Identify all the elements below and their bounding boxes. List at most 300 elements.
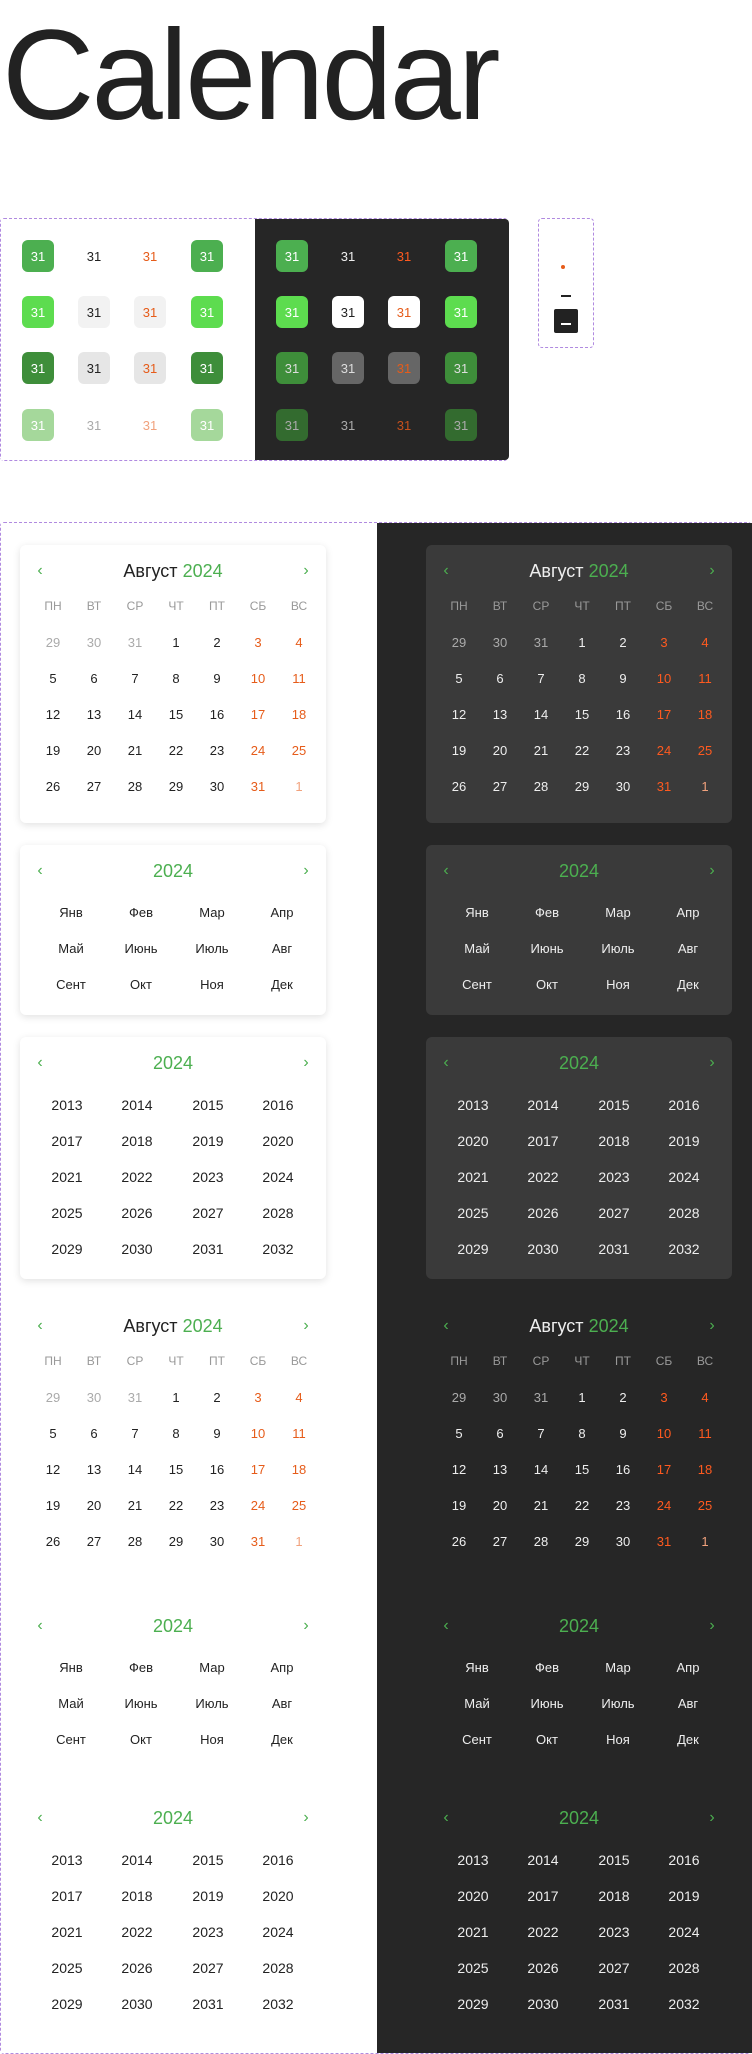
year-cell[interactable]: 2017 bbox=[527, 1133, 559, 1149]
dark-day-state-cell[interactable]: 31 bbox=[340, 417, 356, 433]
day-cell[interactable]: 31 bbox=[656, 1534, 672, 1549]
chevron-left-icon[interactable]: ‹ bbox=[443, 1617, 449, 1634]
day-cell[interactable]: 4 bbox=[701, 1390, 709, 1405]
day-cell[interactable]: 31 bbox=[127, 1390, 143, 1405]
day-cell[interactable]: 27 bbox=[492, 1534, 508, 1549]
year-cell[interactable]: 2014 bbox=[527, 1097, 559, 1113]
month-cell[interactable]: Июнь bbox=[530, 1696, 564, 1711]
day-cell[interactable]: 10 bbox=[656, 1426, 672, 1441]
chevron-right-icon[interactable]: › bbox=[303, 1617, 309, 1634]
year-cell[interactable]: 2020 bbox=[457, 1133, 489, 1149]
day-cell[interactable]: 26 bbox=[451, 779, 467, 794]
day-cell[interactable]: 19 bbox=[45, 1498, 61, 1513]
year-cell[interactable]: 2016 bbox=[262, 1852, 294, 1868]
calendar-header-title[interactable] bbox=[20, 859, 326, 883]
chevron-right-icon[interactable]: › bbox=[709, 562, 715, 579]
year-cell[interactable]: 2032 bbox=[668, 1996, 700, 2012]
day-cell[interactable]: 25 bbox=[697, 743, 713, 758]
day-cell[interactable]: 12 bbox=[45, 1462, 61, 1477]
day-cell[interactable]: 1 bbox=[578, 1390, 586, 1405]
year-cell[interactable]: 2032 bbox=[262, 1996, 294, 2012]
day-cell[interactable]: 25 bbox=[291, 1498, 307, 1513]
day-cell[interactable]: 13 bbox=[86, 707, 102, 722]
dark-day-state-cell[interactable]: 31 bbox=[332, 296, 364, 328]
year-cell[interactable]: 2028 bbox=[262, 1205, 294, 1221]
day-cell[interactable]: 31 bbox=[250, 1534, 266, 1549]
chevron-right-icon[interactable]: › bbox=[303, 862, 309, 879]
year-cell[interactable]: 2027 bbox=[598, 1960, 630, 1976]
day-cell[interactable]: 18 bbox=[697, 707, 713, 722]
year-cell[interactable]: 2013 bbox=[457, 1097, 489, 1113]
day-cell[interactable]: 5 bbox=[49, 671, 57, 686]
day-cell[interactable]: 23 bbox=[615, 1498, 631, 1513]
dark-day-state-cell[interactable]: 31 bbox=[276, 352, 308, 384]
light-day-state-cell[interactable]: 31 bbox=[22, 409, 54, 441]
day-cell[interactable]: 29 bbox=[45, 635, 61, 650]
chevron-left-icon[interactable]: ‹ bbox=[443, 862, 449, 879]
day-cell[interactable]: 2 bbox=[213, 1390, 221, 1405]
year-cell[interactable]: 2013 bbox=[51, 1852, 83, 1868]
calendar-header-title[interactable] bbox=[426, 859, 732, 883]
year-cell[interactable]: 2016 bbox=[668, 1097, 700, 1113]
chevron-left-icon[interactable]: ‹ bbox=[443, 1809, 449, 1826]
dark-day-state-cell[interactable]: 31 bbox=[388, 352, 420, 384]
day-cell[interactable]: 21 bbox=[533, 1498, 549, 1513]
year-cell[interactable]: 2019 bbox=[668, 1888, 700, 1904]
day-cell[interactable]: 30 bbox=[86, 1390, 102, 1405]
chevron-left-icon[interactable]: ‹ bbox=[443, 562, 449, 579]
day-cell[interactable]: 30 bbox=[615, 1534, 631, 1549]
year-cell[interactable]: 2013 bbox=[457, 1852, 489, 1868]
month-cell[interactable]: Янв bbox=[59, 1660, 83, 1675]
chevron-left-icon[interactable]: ‹ bbox=[37, 1054, 43, 1071]
year-cell[interactable]: 2024 bbox=[668, 1169, 700, 1185]
light-day-state-cell[interactable]: 31 bbox=[191, 352, 223, 384]
year-cell[interactable]: 2029 bbox=[51, 1241, 83, 1257]
year-cell[interactable]: 2014 bbox=[121, 1852, 153, 1868]
day-cell[interactable]: 17 bbox=[250, 1462, 266, 1477]
day-cell[interactable]: 7 bbox=[537, 1426, 545, 1441]
year-cell[interactable]: 2028 bbox=[668, 1960, 700, 1976]
day-cell[interactable]: 5 bbox=[455, 1426, 463, 1441]
day-cell[interactable]: 6 bbox=[90, 671, 98, 686]
year-cell[interactable]: 2019 bbox=[668, 1133, 700, 1149]
year-cell[interactable]: 2023 bbox=[192, 1169, 224, 1185]
month-cell[interactable]: Мар bbox=[199, 1660, 225, 1675]
year-cell[interactable]: 2028 bbox=[262, 1960, 294, 1976]
day-cell[interactable]: 1 bbox=[172, 1390, 180, 1405]
day-cell[interactable]: 25 bbox=[697, 1498, 713, 1513]
calendar-header-title[interactable] bbox=[20, 1806, 326, 1830]
day-cell[interactable]: 29 bbox=[45, 1390, 61, 1405]
month-cell[interactable]: Май bbox=[464, 941, 490, 956]
day-cell[interactable]: 15 bbox=[168, 1462, 184, 1477]
day-cell[interactable]: 19 bbox=[45, 743, 61, 758]
year-cell[interactable]: 2026 bbox=[527, 1205, 559, 1221]
month-cell[interactable]: Ноя bbox=[606, 1732, 630, 1747]
day-cell[interactable]: 6 bbox=[496, 671, 504, 686]
year-cell[interactable]: 2030 bbox=[527, 1241, 559, 1257]
day-cell[interactable]: 11 bbox=[292, 671, 306, 686]
day-cell[interactable]: 1 bbox=[295, 1534, 303, 1549]
day-cell[interactable]: 24 bbox=[656, 743, 672, 758]
year-cell[interactable]: 2025 bbox=[457, 1960, 489, 1976]
month-cell[interactable]: Мар bbox=[605, 1660, 631, 1675]
day-cell[interactable]: 18 bbox=[291, 1462, 307, 1477]
month-cell[interactable]: Июль bbox=[195, 941, 229, 956]
day-cell[interactable]: 28 bbox=[127, 1534, 143, 1549]
month-cell[interactable]: Окт bbox=[130, 977, 152, 992]
year-cell[interactable]: 2022 bbox=[527, 1924, 559, 1940]
day-cell[interactable]: 4 bbox=[701, 635, 709, 650]
year-cell[interactable]: 2027 bbox=[192, 1205, 224, 1221]
year-cell[interactable]: 2032 bbox=[262, 1241, 294, 1257]
day-cell[interactable]: 11 bbox=[292, 1426, 306, 1441]
day-cell[interactable]: 28 bbox=[533, 779, 549, 794]
year-cell[interactable]: 2027 bbox=[598, 1205, 630, 1221]
calendar-header-title[interactable] bbox=[20, 559, 326, 583]
year-cell[interactable]: 2015 bbox=[598, 1852, 630, 1868]
day-cell[interactable]: 15 bbox=[574, 1462, 590, 1477]
calendar-header-title[interactable] bbox=[426, 559, 732, 583]
month-cell[interactable]: Ноя bbox=[200, 1732, 224, 1747]
month-cell[interactable]: Июль bbox=[601, 941, 635, 956]
light-day-state-cell[interactable]: 31 bbox=[22, 296, 54, 328]
chevron-right-icon[interactable]: › bbox=[709, 1809, 715, 1826]
calendar-header-title[interactable] bbox=[20, 1051, 326, 1075]
month-cell[interactable]: Фев bbox=[128, 1660, 154, 1675]
month-cell[interactable]: Ноя bbox=[200, 977, 224, 992]
day-cell[interactable]: 7 bbox=[131, 1426, 139, 1441]
year-cell[interactable]: 2029 bbox=[457, 1996, 489, 2012]
day-cell[interactable]: 14 bbox=[533, 707, 549, 722]
chevron-left-icon[interactable]: ‹ bbox=[37, 1809, 43, 1826]
calendar-header-title[interactable] bbox=[20, 1314, 326, 1338]
day-cell[interactable]: 29 bbox=[574, 1534, 590, 1549]
day-cell[interactable]: 9 bbox=[213, 1426, 221, 1441]
chevron-right-icon[interactable]: › bbox=[709, 1054, 715, 1071]
calendar-header-title[interactable] bbox=[20, 1614, 326, 1638]
month-cell[interactable]: Дек bbox=[677, 1732, 699, 1747]
year-cell[interactable]: 2023 bbox=[598, 1924, 630, 1940]
day-cell[interactable]: 28 bbox=[533, 1534, 549, 1549]
year-cell[interactable]: 2018 bbox=[121, 1133, 153, 1149]
day-cell[interactable]: 23 bbox=[209, 1498, 225, 1513]
day-cell[interactable]: 2 bbox=[213, 635, 221, 650]
year-cell[interactable]: 2028 bbox=[668, 1205, 700, 1221]
month-cell[interactable]: Сент bbox=[56, 1732, 86, 1747]
dark-day-state-cell[interactable]: 31 bbox=[445, 409, 477, 441]
day-cell[interactable]: 30 bbox=[615, 779, 631, 794]
year-cell[interactable]: 2019 bbox=[192, 1133, 224, 1149]
chevron-right-icon[interactable]: › bbox=[303, 1317, 309, 1334]
light-day-state-cell[interactable]: 31 bbox=[22, 352, 54, 384]
year-cell[interactable]: 2020 bbox=[262, 1888, 294, 1904]
year-cell[interactable]: 2018 bbox=[121, 1888, 153, 1904]
month-cell[interactable]: Авг bbox=[677, 941, 699, 956]
year-cell[interactable]: 2016 bbox=[668, 1852, 700, 1868]
day-cell[interactable]: 1 bbox=[578, 635, 586, 650]
light-day-state-cell[interactable]: 31 bbox=[78, 352, 110, 384]
year-cell[interactable]: 2019 bbox=[192, 1888, 224, 1904]
year-cell[interactable]: 2015 bbox=[192, 1852, 224, 1868]
day-cell[interactable]: 17 bbox=[250, 707, 266, 722]
day-cell[interactable]: 30 bbox=[209, 1534, 225, 1549]
day-cell[interactable]: 3 bbox=[254, 1390, 262, 1405]
day-cell[interactable]: 9 bbox=[619, 1426, 627, 1441]
year-cell[interactable]: 2025 bbox=[51, 1960, 83, 1976]
month-cell[interactable]: Окт bbox=[130, 1732, 152, 1747]
day-cell[interactable]: 21 bbox=[533, 743, 549, 758]
light-day-state-cell[interactable]: 31 bbox=[191, 240, 223, 272]
day-cell[interactable]: 20 bbox=[492, 743, 508, 758]
month-cell[interactable]: Июнь bbox=[124, 1696, 158, 1711]
month-cell[interactable]: Окт bbox=[536, 977, 558, 992]
month-cell[interactable]: Июнь bbox=[124, 941, 158, 956]
year-cell[interactable]: 2030 bbox=[121, 1241, 153, 1257]
month-cell[interactable]: Апр bbox=[676, 1660, 700, 1675]
chevron-right-icon[interactable]: › bbox=[303, 562, 309, 579]
dark-day-state-cell[interactable]: 31 bbox=[276, 296, 308, 328]
dark-day-state-cell[interactable]: 31 bbox=[445, 240, 477, 272]
day-cell[interactable]: 12 bbox=[45, 707, 61, 722]
dark-day-state-cell[interactable]: 31 bbox=[276, 409, 308, 441]
chevron-left-icon[interactable]: ‹ bbox=[37, 1617, 43, 1634]
day-cell[interactable]: 12 bbox=[451, 707, 467, 722]
day-cell[interactable]: 30 bbox=[492, 635, 508, 650]
year-cell[interactable]: 2025 bbox=[457, 1205, 489, 1221]
year-cell[interactable]: 2024 bbox=[262, 1924, 294, 1940]
day-cell[interactable]: 19 bbox=[451, 1498, 467, 1513]
year-cell[interactable]: 2026 bbox=[527, 1960, 559, 1976]
dark-day-state-cell[interactable]: 31 bbox=[396, 417, 412, 433]
day-cell[interactable]: 21 bbox=[127, 743, 143, 758]
year-cell[interactable]: 2017 bbox=[51, 1133, 83, 1149]
year-cell[interactable]: 2029 bbox=[51, 1996, 83, 2012]
year-cell[interactable]: 2025 bbox=[51, 1205, 83, 1221]
day-cell[interactable]: 22 bbox=[168, 1498, 184, 1513]
month-cell[interactable]: Май bbox=[464, 1696, 490, 1711]
calendar-header-title[interactable] bbox=[426, 1314, 732, 1338]
day-cell[interactable]: 22 bbox=[574, 1498, 590, 1513]
day-cell[interactable]: 29 bbox=[451, 1390, 467, 1405]
day-cell[interactable]: 4 bbox=[295, 635, 303, 650]
year-cell[interactable]: 2021 bbox=[457, 1169, 489, 1185]
year-cell[interactable]: 2017 bbox=[527, 1888, 559, 1904]
month-cell[interactable]: Апр bbox=[270, 1660, 294, 1675]
year-cell[interactable]: 2032 bbox=[668, 1241, 700, 1257]
day-cell[interactable]: 22 bbox=[168, 743, 184, 758]
day-cell[interactable]: 7 bbox=[537, 671, 545, 686]
day-cell[interactable]: 2 bbox=[619, 1390, 627, 1405]
day-cell[interactable]: 14 bbox=[127, 707, 143, 722]
month-cell[interactable]: Авг bbox=[677, 1696, 699, 1711]
day-cell[interactable]: 31 bbox=[250, 779, 266, 794]
day-cell[interactable]: 16 bbox=[209, 1462, 225, 1477]
year-cell[interactable]: 2024 bbox=[668, 1924, 700, 1940]
year-cell[interactable]: 2015 bbox=[192, 1097, 224, 1113]
day-cell[interactable]: 20 bbox=[492, 1498, 508, 1513]
light-day-state-cell[interactable]: 31 bbox=[134, 352, 166, 384]
light-day-state-cell[interactable]: 31 bbox=[86, 417, 102, 433]
day-cell[interactable]: 13 bbox=[492, 1462, 508, 1477]
year-cell[interactable]: 2024 bbox=[262, 1169, 294, 1185]
year-cell[interactable]: 2031 bbox=[192, 1996, 224, 2012]
year-cell[interactable]: 2023 bbox=[192, 1924, 224, 1940]
day-cell[interactable]: 16 bbox=[615, 707, 631, 722]
month-cell[interactable]: Дек bbox=[271, 977, 293, 992]
light-day-state-cell[interactable]: 31 bbox=[86, 248, 102, 264]
month-cell[interactable]: Сент bbox=[462, 1732, 492, 1747]
chevron-right-icon[interactable]: › bbox=[709, 1317, 715, 1334]
day-cell[interactable]: 30 bbox=[492, 1390, 508, 1405]
day-cell[interactable]: 7 bbox=[131, 671, 139, 686]
day-cell[interactable]: 3 bbox=[660, 635, 668, 650]
year-cell[interactable]: 2027 bbox=[192, 1960, 224, 1976]
dark-day-state-cell[interactable]: 31 bbox=[445, 296, 477, 328]
month-cell[interactable]: Фев bbox=[128, 905, 154, 920]
year-cell[interactable]: 2015 bbox=[598, 1097, 630, 1113]
year-cell[interactable]: 2022 bbox=[527, 1169, 559, 1185]
chevron-right-icon[interactable]: › bbox=[709, 862, 715, 879]
day-cell[interactable]: 5 bbox=[455, 671, 463, 686]
year-cell[interactable]: 2030 bbox=[527, 1996, 559, 2012]
year-cell[interactable]: 2014 bbox=[121, 1097, 153, 1113]
year-cell[interactable]: 2023 bbox=[598, 1169, 630, 1185]
dark-day-state-cell[interactable]: 31 bbox=[332, 352, 364, 384]
day-cell[interactable]: 3 bbox=[254, 635, 262, 650]
month-cell[interactable]: Авг bbox=[271, 1696, 293, 1711]
year-cell[interactable]: 2013 bbox=[51, 1097, 83, 1113]
year-cell[interactable]: 2022 bbox=[121, 1169, 153, 1185]
day-cell[interactable]: 11 bbox=[698, 1426, 712, 1441]
day-cell[interactable]: 23 bbox=[615, 743, 631, 758]
light-day-state-cell[interactable]: 31 bbox=[134, 296, 166, 328]
calendar-header-title[interactable] bbox=[426, 1051, 732, 1075]
year-cell[interactable]: 2018 bbox=[598, 1888, 630, 1904]
calendar-header-title[interactable] bbox=[426, 1806, 732, 1830]
day-cell[interactable]: 27 bbox=[86, 1534, 102, 1549]
day-cell[interactable]: 8 bbox=[172, 671, 180, 686]
day-cell[interactable]: 30 bbox=[86, 635, 102, 650]
light-day-state-cell[interactable]: 31 bbox=[142, 248, 158, 264]
year-cell[interactable]: 2020 bbox=[457, 1888, 489, 1904]
month-cell[interactable]: Фев bbox=[534, 905, 560, 920]
day-cell[interactable]: 3 bbox=[660, 1390, 668, 1405]
chevron-left-icon[interactable]: ‹ bbox=[37, 1317, 43, 1334]
day-cell[interactable]: 21 bbox=[127, 1498, 143, 1513]
day-cell[interactable]: 28 bbox=[127, 779, 143, 794]
chevron-left-icon[interactable]: ‹ bbox=[443, 1054, 449, 1071]
day-cell[interactable]: 30 bbox=[209, 779, 225, 794]
month-cell[interactable]: Янв bbox=[465, 905, 489, 920]
chevron-right-icon[interactable]: › bbox=[303, 1054, 309, 1071]
year-cell[interactable]: 2014 bbox=[527, 1852, 559, 1868]
year-cell[interactable]: 2031 bbox=[598, 1996, 630, 2012]
day-cell[interactable]: 1 bbox=[295, 779, 303, 794]
dark-day-state-cell[interactable]: 31 bbox=[445, 352, 477, 384]
month-cell[interactable]: Авг bbox=[271, 941, 293, 956]
day-cell[interactable]: 15 bbox=[168, 707, 184, 722]
day-cell[interactable]: 4 bbox=[295, 1390, 303, 1405]
month-cell[interactable]: Дек bbox=[271, 1732, 293, 1747]
day-cell[interactable]: 29 bbox=[574, 779, 590, 794]
month-cell[interactable]: Май bbox=[58, 1696, 84, 1711]
day-cell[interactable]: 19 bbox=[451, 743, 467, 758]
month-cell[interactable]: Июль bbox=[601, 1696, 635, 1711]
day-cell[interactable]: 1 bbox=[701, 1534, 709, 1549]
day-cell[interactable]: 14 bbox=[127, 1462, 143, 1477]
day-cell[interactable]: 20 bbox=[86, 743, 102, 758]
day-cell[interactable]: 8 bbox=[172, 1426, 180, 1441]
month-cell[interactable]: Дек bbox=[677, 977, 699, 992]
day-cell[interactable]: 25 bbox=[291, 743, 307, 758]
year-cell[interactable]: 2031 bbox=[192, 1241, 224, 1257]
day-cell[interactable]: 6 bbox=[90, 1426, 98, 1441]
year-cell[interactable]: 2029 bbox=[457, 1241, 489, 1257]
year-cell[interactable]: 2031 bbox=[598, 1241, 630, 1257]
light-day-state-cell[interactable]: 31 bbox=[191, 296, 223, 328]
day-cell[interactable]: 6 bbox=[496, 1426, 504, 1441]
day-cell[interactable]: 26 bbox=[45, 1534, 61, 1549]
day-cell[interactable]: 9 bbox=[619, 671, 627, 686]
calendar-header-title[interactable] bbox=[426, 1614, 732, 1638]
year-cell[interactable]: 2016 bbox=[262, 1097, 294, 1113]
day-cell[interactable]: 11 bbox=[698, 671, 712, 686]
day-cell[interactable]: 8 bbox=[578, 671, 586, 686]
day-cell[interactable]: 17 bbox=[656, 1462, 672, 1477]
year-cell[interactable]: 2021 bbox=[51, 1924, 83, 1940]
day-cell[interactable]: 13 bbox=[86, 1462, 102, 1477]
day-cell[interactable]: 14 bbox=[533, 1462, 549, 1477]
month-cell[interactable]: Май bbox=[58, 941, 84, 956]
day-cell[interactable]: 2 bbox=[619, 635, 627, 650]
day-cell[interactable]: 10 bbox=[250, 671, 266, 686]
day-cell[interactable]: 27 bbox=[492, 779, 508, 794]
month-cell[interactable]: Июль bbox=[195, 1696, 229, 1711]
month-cell[interactable]: Ноя bbox=[606, 977, 630, 992]
chevron-left-icon[interactable]: ‹ bbox=[37, 562, 43, 579]
day-cell[interactable]: 20 bbox=[86, 1498, 102, 1513]
day-cell[interactable]: 1 bbox=[701, 779, 709, 794]
chevron-left-icon[interactable]: ‹ bbox=[37, 862, 43, 879]
day-cell[interactable]: 18 bbox=[291, 707, 307, 722]
month-cell[interactable]: Янв bbox=[465, 1660, 489, 1675]
year-cell[interactable]: 2026 bbox=[121, 1960, 153, 1976]
month-cell[interactable]: Апр bbox=[676, 905, 700, 920]
day-cell[interactable]: 1 bbox=[172, 635, 180, 650]
day-cell[interactable]: 24 bbox=[656, 1498, 672, 1513]
day-cell[interactable]: 29 bbox=[168, 1534, 184, 1549]
chevron-right-icon[interactable]: › bbox=[303, 1809, 309, 1826]
day-cell[interactable]: 24 bbox=[250, 743, 266, 758]
month-cell[interactable]: Сент bbox=[56, 977, 86, 992]
day-cell[interactable]: 16 bbox=[209, 707, 225, 722]
day-cell[interactable]: 31 bbox=[533, 1390, 549, 1405]
month-cell[interactable]: Янв bbox=[59, 905, 83, 920]
day-cell[interactable]: 13 bbox=[492, 707, 508, 722]
day-cell[interactable]: 31 bbox=[127, 635, 143, 650]
year-cell[interactable]: 2022 bbox=[121, 1924, 153, 1940]
day-cell[interactable]: 10 bbox=[250, 1426, 266, 1441]
day-cell[interactable]: 26 bbox=[45, 779, 61, 794]
year-cell[interactable]: 2017 bbox=[51, 1888, 83, 1904]
light-day-state-cell[interactable]: 31 bbox=[22, 240, 54, 272]
dark-day-state-cell[interactable]: 31 bbox=[276, 240, 308, 272]
day-cell[interactable]: 23 bbox=[209, 743, 225, 758]
dark-day-state-cell[interactable]: 31 bbox=[340, 248, 356, 264]
light-day-state-cell[interactable]: 31 bbox=[142, 417, 158, 433]
